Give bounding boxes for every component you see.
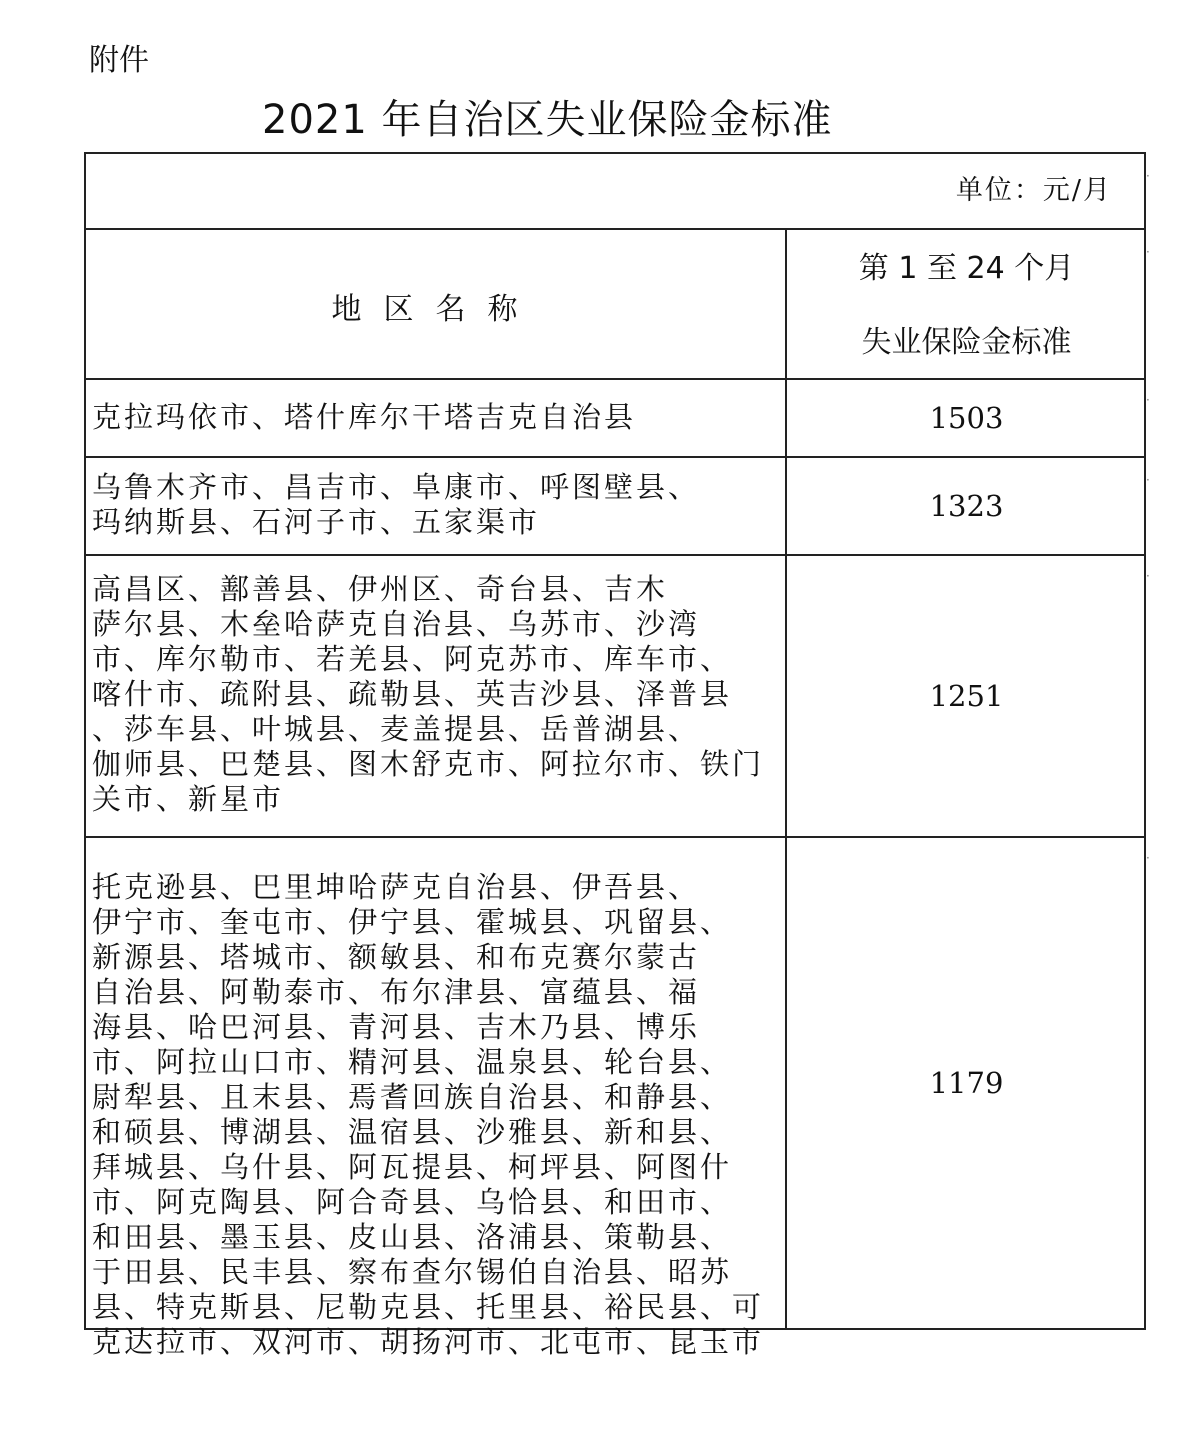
header-standard <box>787 232 1146 380</box>
table-row-amount: 1251 <box>929 679 1004 713</box>
table-row-region: 高昌区、鄯善县、伊州区、奇台县、吉木 萨尔县、木垒哈萨克自治县、乌苏市、沙湾 市、库尔勒市、若羌县、阿克苏市、库车市、 喀什市、疏附县、疏勒县、英吉沙县、泽普县 、莎车县、叶城县、麦盖提县、岳普湖县、 伽师县、巴楚县、图木舒克市、阿拉尔市、铁门 关市、新星市 <box>92 572 765 816</box>
edge-mark: · <box>1146 393 1150 407</box>
edge-mark: · <box>1146 169 1150 183</box>
unit-label: 单位：元/月 <box>955 175 1112 206</box>
edge-mark: · <box>1146 569 1150 583</box>
standards-table <box>84 152 1146 1359</box>
edge-mark: · <box>1146 851 1150 865</box>
table-row-region: 托克逊县、巴里坤哈萨克自治县、伊吾县、 伊宁市、奎屯市、伊宁县、霍城县、巩留县、 新源县、塔城市、额敏县、和布克赛尔蒙古 自治县、阿勒泰市、布尔津县、富蕴县、福 海县、哈巴河县、青河县、吉木乃县、博乐 市、阿拉山口市、精河县、温泉县、轮台县、 尉犁县、且末县、焉耆回族自治县、和静县、 和硕县、博湖县、温宿县、沙雅县、新和县、 拜城县、乌什县、阿瓦提县、柯坪县、阿图什 市、阿克陶县、阿合奇县、乌恰县、和田市、 和田县、墨玉县、皮山县、洛浦县、策勒县、 于田县、民丰县、察布查尔锡伯自治县、昭苏 县、特克斯县、尼勒克县、托里县、裕民县、可 克达拉市、双河市、胡扬河市、北屯市、昆玉市 <box>92 870 765 1359</box>
table-row-amount: 1179 <box>929 1066 1004 1100</box>
attachment-label: 附件 <box>89 43 149 78</box>
table-row-amount: 1503 <box>929 401 1004 435</box>
document-title: 2021 年自治区失业保险金标准 <box>262 97 833 143</box>
header-region-name: 地区名称 <box>331 292 540 327</box>
table-divider <box>86 228 1144 230</box>
header-standard-line2: 失业保险金标准 <box>861 325 1072 360</box>
table-row-amount: 1323 <box>929 489 1004 523</box>
edge-mark: · <box>1146 245 1150 259</box>
table-row-region: 乌鲁木齐市、昌吉市、阜康市、呼图壁县、 玛纳斯县、石河子市、五家渠市 <box>92 470 701 539</box>
edge-mark: · <box>1146 473 1150 487</box>
header-standard-line1: 第 1 至 24 个月 <box>858 251 1075 286</box>
table-row-region: 克拉玛依市、塔什库尔干塔吉克自治县 <box>92 400 637 434</box>
